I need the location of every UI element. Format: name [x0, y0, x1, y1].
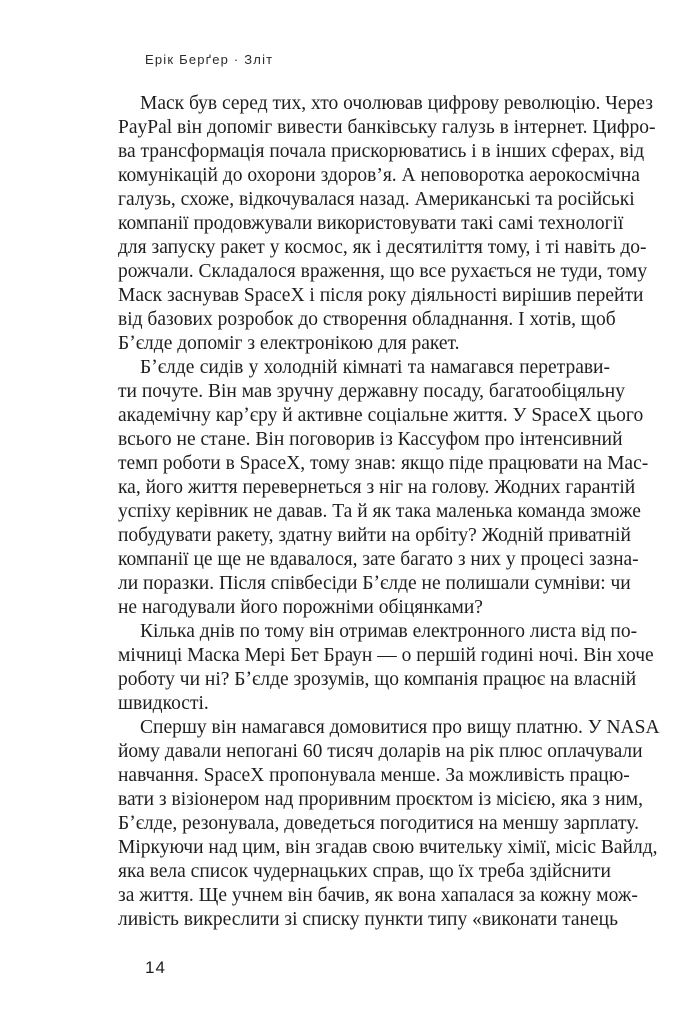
text-line: галузь, схоже, відкочувалася назад. Американські та російські: [118, 189, 635, 210]
text-line: від базових розробок до створення обладнання. І хотів, щоб: [118, 309, 616, 330]
text-line: ва трансформація почала прискорюватись і в інших сферах, від: [118, 141, 645, 162]
text-line: йому давали непогані 60 тисяч доларів на рік плюс оплачували: [118, 741, 643, 762]
text-line: рожчали. Складалося враження, що все рухається не туди, тому: [118, 261, 648, 282]
text-line: компанії продовжували використовувати такі самі технології: [118, 213, 624, 234]
text-line: ти почуте. Він мав зручну державну посаду, багатообіцяльну: [118, 381, 625, 402]
text-line: побудувати ракету, здатну вийти на орбіту? Жодній приватній: [118, 525, 631, 546]
text-line: Бʼєлде допоміг з електронікою для ракет.: [118, 333, 460, 354]
paragraph-4: [118, 716, 660, 932]
text-line: Бʼєлде, резонувала, доведеться погодитися на меншу зарплату.: [118, 813, 639, 834]
text-line: Міркуючи над цим, він згадав свою вчительку хімії, місіс Вайлд,: [118, 837, 658, 858]
text-line: PayPal він допоміг вивести банківську галузь в інтернет. Цифро-: [118, 117, 656, 138]
text-line: ли поразки. Після співбесіди Бʼєлде не полишали сумніви: чи: [118, 573, 631, 594]
text-line: яка вела список чудернацьких справ, що їх треба здійснити: [118, 861, 611, 882]
text-line: швидкості.: [118, 693, 209, 714]
text-line: для запуску ракет у космос, як і десятиліття тому, і ті навіть до-: [118, 237, 647, 258]
text-line: Кілька днів по тому він отримав електронного листа від по-: [140, 621, 638, 642]
text-line: роботу чи ні? Бʼєлде зрозумів, що компанія працює на власній: [118, 669, 637, 690]
text-line: вати з візіонером над проривним проєктом із місією, яка з ним,: [118, 789, 643, 810]
text-line: Бʼєлде сидів у холодній кімнаті та намагався перетрави-: [140, 357, 610, 378]
text-line: комунікацій до охорони здоров’я. А неповоротка аерокосмічна: [118, 165, 640, 186]
paragraph-2: [118, 356, 649, 620]
text-line: за життя. Ще учнем він бачив, як вона хапалася за кожну мож-: [118, 885, 638, 906]
text-line: Маск заснував SpaceX і після року діяльності вирішив перейти: [118, 285, 644, 306]
text-line: Спершу він намагався домовитися про вищу платню. У NASA: [140, 717, 660, 738]
running-head: Ерік Берґер · Зліт: [145, 52, 274, 67]
text-line: темп роботи в SpaceX, тому знав: якщо піде працювати на Мас-: [118, 453, 649, 474]
text-line: успіху керівник не давав. Та й як така маленька команда зможе: [118, 501, 641, 522]
paragraph-1: [118, 92, 656, 356]
text-line: компанії це ще не вдавалося, зате багато з них у процесі зазна-: [118, 549, 639, 570]
body-text: [118, 92, 660, 932]
text-line: академічну карʼєру й активне соціальне життя. У SpaceX цього: [118, 405, 644, 426]
text-line: не нагодували його порожніми обіцянками?: [118, 597, 483, 618]
paragraph-3: [118, 620, 654, 716]
text-line: мічниці Маска Мері Бет Браун — о першій годині ночі. Він хоче: [118, 645, 654, 666]
page-number: 14: [145, 958, 166, 977]
text-line: Маск був серед тих, хто очолював цифрову революцію. Через: [140, 93, 653, 114]
text-line: всього не стане. Він поговорив із Кассуфом про інтенсивний: [118, 429, 623, 450]
text-line: ка, його життя перевернеться з ніг на голову. Жодних гарантій: [118, 477, 636, 498]
text-line: ливість викреслити зі списку пункти типу «виконати танець: [118, 909, 618, 930]
text-line: навчання. SpaceX пропонувала менше. За можливість працю-: [118, 765, 630, 786]
